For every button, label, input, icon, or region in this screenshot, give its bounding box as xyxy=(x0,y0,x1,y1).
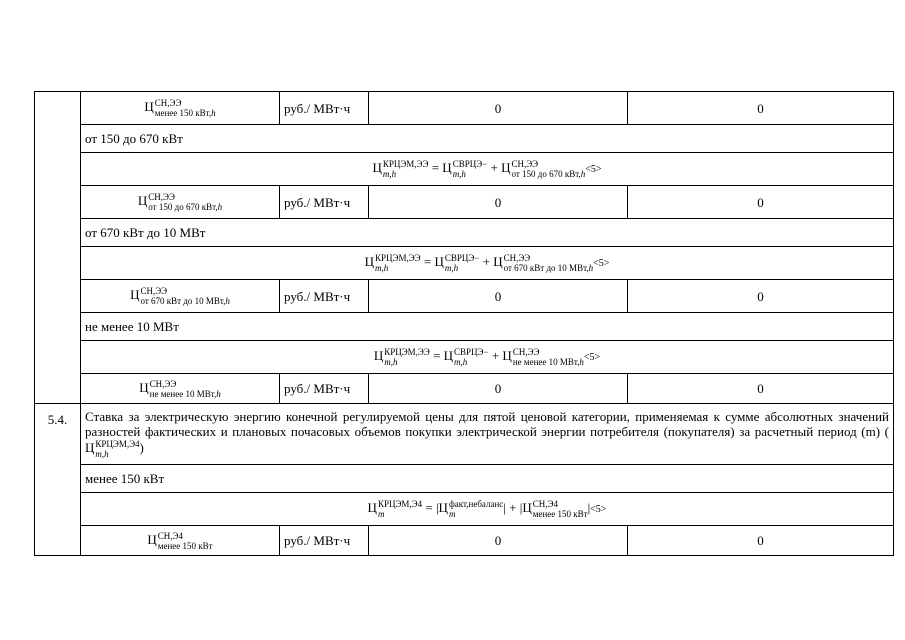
group-heading: менее 150 кВт xyxy=(81,465,894,493)
table-row xyxy=(35,526,894,556)
formula: Ц КРЦЭМ,Э4 m = |Ц факт,небаланс m | + |Ц СН,Э4 менее 150 кВт |<5> xyxy=(81,493,894,526)
table-row xyxy=(35,280,894,313)
value-cell: 0 xyxy=(369,186,628,219)
formula: Ц КРЦЭМ,ЭЭ m,h = Ц СВРЦЭ− m,h + Ц СН,ЭЭ от 150 до 670 кВт,h <5> xyxy=(81,153,894,186)
value-cell: 0 xyxy=(628,280,894,313)
unit-cell: руб./ МВт·ч xyxy=(280,186,369,219)
symbol-cell xyxy=(81,374,280,404)
price-symbol: Ц СН,ЭЭ менее 150 кВт,h xyxy=(144,98,216,118)
group-heading: не менее 10 МВт xyxy=(81,313,894,341)
symbol-cell xyxy=(81,280,280,313)
formula: Ц КРЦЭМ,ЭЭ m,h = Ц СВРЦЭ− m,h + Ц СН,ЭЭ не менее 10 МВт,h <5> xyxy=(81,341,894,374)
price-symbol: Ц СН,Э4 менее 150 кВт xyxy=(147,530,213,551)
value-cell: 0 xyxy=(369,280,628,313)
group-heading-row xyxy=(35,219,894,247)
section-number: 5.4. xyxy=(35,404,81,556)
symbol-cell xyxy=(81,526,280,556)
unit-cell: руб./ МВт·ч xyxy=(280,526,369,556)
number-cell-empty xyxy=(35,92,81,404)
group-heading: от 670 кВт до 10 МВт xyxy=(81,219,894,247)
formula-row xyxy=(35,247,894,280)
group-heading-row xyxy=(35,465,894,493)
value-cell: 0 xyxy=(369,92,628,125)
value-cell: 0 xyxy=(628,186,894,219)
formula-row xyxy=(35,153,894,186)
formula-row xyxy=(35,493,894,526)
formula-row xyxy=(35,341,894,374)
section-row xyxy=(35,404,894,465)
price-symbol: Ц СН,ЭЭ от 670 кВт до 10 МВт,h xyxy=(130,286,230,306)
value-cell: 0 xyxy=(628,526,894,556)
table-row xyxy=(35,92,894,125)
value-cell: 0 xyxy=(628,374,894,404)
price-symbol: Ц СН,ЭЭ от 150 до 670 кВт,h xyxy=(137,192,223,212)
table-row xyxy=(35,186,894,219)
price-symbol: Ц СН,ЭЭ не менее 10 МВт,h xyxy=(139,378,221,399)
unit-cell: руб./ МВт·ч xyxy=(280,374,369,404)
formula: Ц КРЦЭМ,ЭЭ m,h = Ц СВРЦЭ− m,h + Ц СН,ЭЭ от 670 кВт до 10 МВт,h <5> xyxy=(81,247,894,280)
unit-cell: руб./ МВт·ч xyxy=(280,280,369,313)
value-cell: 0 xyxy=(369,374,628,404)
section-description: Ставка за электрическую энергию конечной регулируемой цены для пятой ценовой категории, применяемая к сумме абсолютных значений разностей фактических и плановых почасовых объемов покупки электрической энергии потребителя (покупателя) за расчетный период (m) (Ц КРЦЭМ,Э4 m,h ) xyxy=(81,404,894,465)
tariff-table xyxy=(34,91,894,556)
group-heading-row xyxy=(35,313,894,341)
unit-cell: руб./ МВт·ч xyxy=(280,92,369,125)
symbol-cell xyxy=(81,186,280,219)
value-cell: 0 xyxy=(369,526,628,556)
group-heading-row xyxy=(35,125,894,153)
symbol-cell xyxy=(81,92,280,125)
value-cell: 0 xyxy=(628,92,894,125)
group-heading: от 150 до 670 кВт xyxy=(81,125,894,153)
table-row xyxy=(35,374,894,404)
